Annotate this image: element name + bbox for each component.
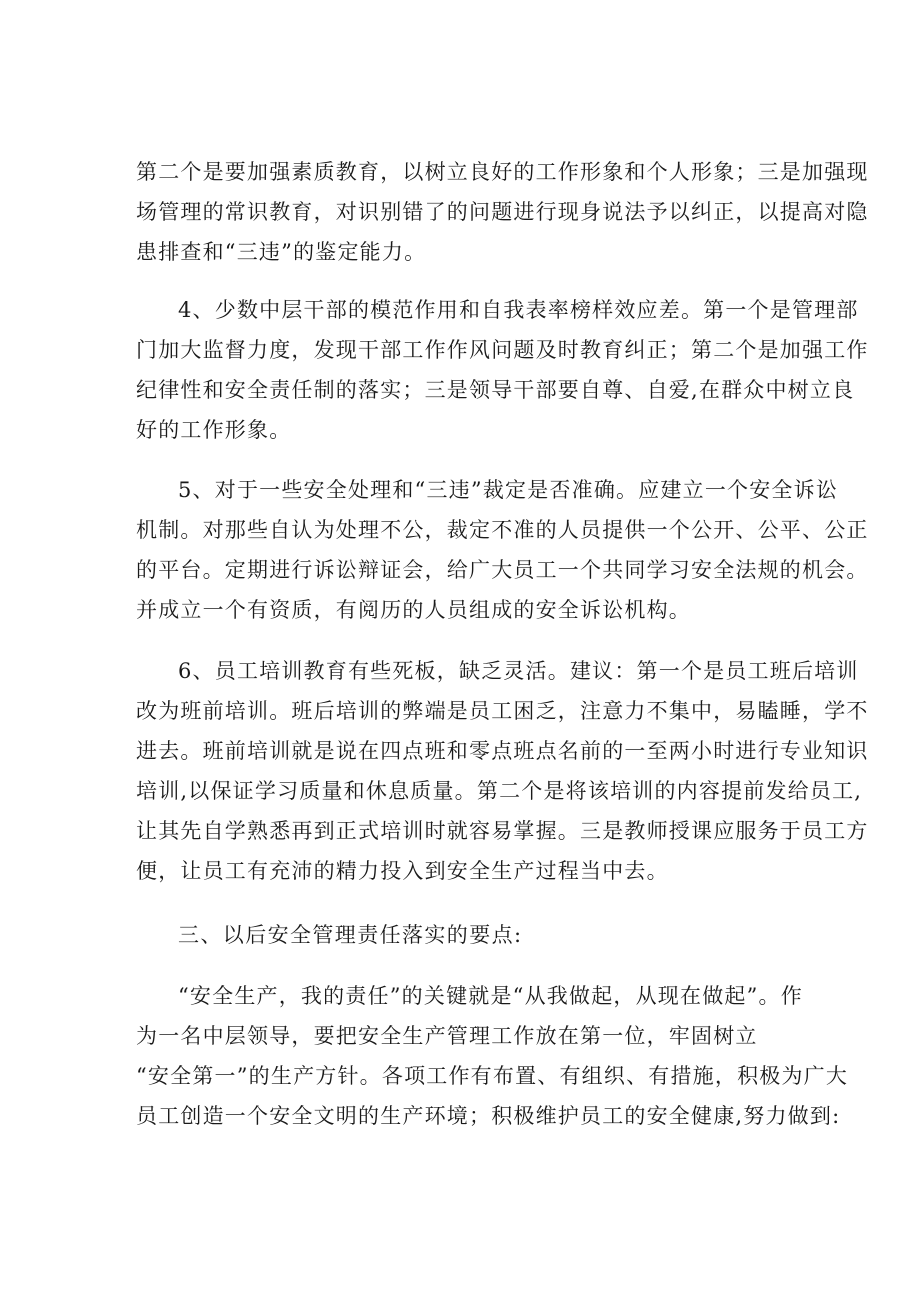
text-line: “安全第一”的生产方针。各项工作有布置、有组织、有措施，积极为广大 (136, 1064, 849, 1088)
text-line: 便，让员工有充沛的精力投入到安全生产过程当中去。 (136, 859, 669, 883)
text-line: 6、员工培训教育有些死板，缺乏灵活。建议：第一个是员工班后培训 (178, 659, 859, 683)
text-line: 场管理的常识教育，对识别错了的问题进行现身说法予以纠正，以提高对隐 (136, 200, 869, 224)
text-line: 好的工作形象。 (136, 418, 292, 442)
text-line: 让其先自学熟悉再到正式培训时就容易掌握。三是教师授课应服务于员工方 (136, 819, 869, 843)
text-line: 为一名中层领导，要把安全生产管理工作放在第一位，牢固树立 (136, 1024, 758, 1048)
text-line: “安全生产，我的责任”的关键就是“从我做起，从现在做起”。作 (178, 984, 803, 1008)
text-line: 患排查和“三违”的鉴定能力。 (136, 240, 427, 264)
text-line: 的平台。定期进行诉讼辩证会，给广大员工一个共同学习安全法规的机会。 (136, 558, 869, 582)
text-line: 培训,以保证学习质量和休息质量。第二个是将该培训的内容提前发给员工, (136, 779, 863, 803)
text-line: 第二个是要加强素质教育，以树立良好的工作形象和个人形象；三是加强现 (136, 160, 869, 184)
text-line: 改为班前培训。班后培训的弊端是员工困乏，注意力不集中，易瞌睡，学不 (136, 699, 869, 723)
text-line: 门加大监督力度，发现干部工作作风问题及时教育纠正；第二个是加强工作 (136, 338, 869, 362)
text-line: 进去。班前培训就是说在四点班和零点班点名前的一至两小时进行专业知识 (136, 739, 869, 763)
text-line: 5、对于一些安全处理和“三违”裁定是否准确。应建立一个安全诉讼 (178, 478, 839, 502)
text-line: 纪律性和安全责任制的落实；三是领导干部要自尊、自爱,在群众中树立良 (136, 378, 855, 402)
paragraph-item-5 (136, 470, 869, 630)
paragraph-item-4 (136, 290, 869, 450)
paragraph-item-6 (136, 651, 869, 891)
paragraph-quality-education (136, 152, 869, 272)
text-line: 机制。对那些自认为处理不公，裁定不准的人员提供一个公开、公平、公正 (136, 518, 869, 542)
text-line: 4、少数中层干部的模范作用和自我表率榜样效应差。第一个是管理部 (178, 298, 859, 322)
section-heading-text: 三、以后安全管理责任落实的要点: (178, 923, 523, 947)
text-line: 并成立一个有资质，有阅历的人员组成的安全诉讼机构。 (136, 598, 691, 622)
paragraph-safety-responsibility (136, 976, 849, 1136)
section-heading (136, 915, 796, 955)
text-line: 员工创造一个安全文明的生产环境；积极维护员工的安全健康,努力做到: (136, 1104, 841, 1128)
